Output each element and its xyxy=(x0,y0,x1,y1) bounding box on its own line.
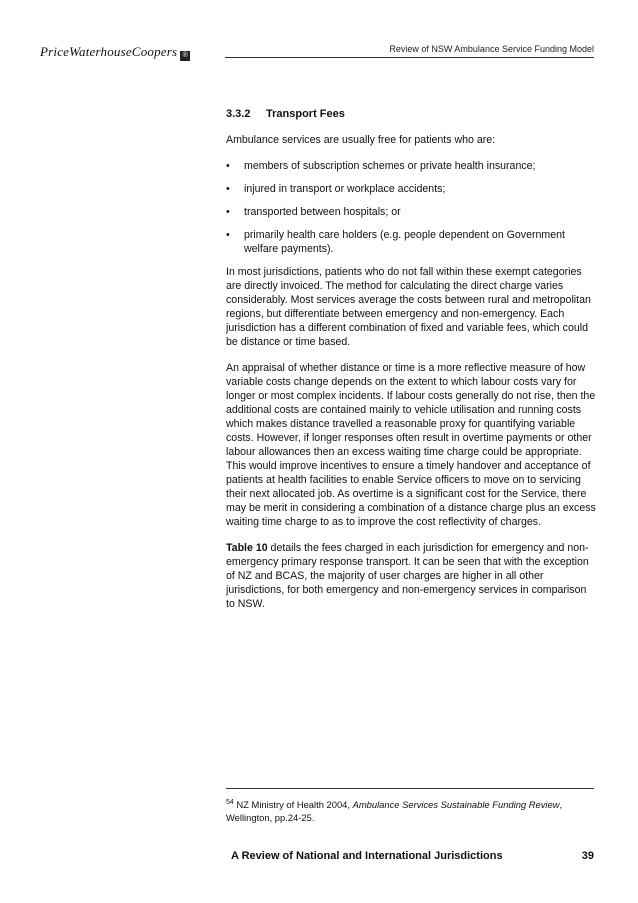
bullet-icon: • xyxy=(226,229,230,241)
list-item: • members of subscription schemes or private health insurance; xyxy=(226,160,536,172)
section-number: 3.3.2 xyxy=(226,108,251,120)
bullet-icon: • xyxy=(226,183,230,195)
header-rule xyxy=(225,57,594,58)
list-item: • injured in transport or workplace accidents; xyxy=(226,183,446,195)
company-logo xyxy=(40,44,190,61)
section-title: Transport Fees xyxy=(266,108,345,120)
intro-paragraph: Ambulance services are usually free for patients who are: xyxy=(226,134,496,146)
table-reference: Table 10 xyxy=(226,542,268,554)
footnote-number: 54 xyxy=(226,799,234,806)
bullet-icon: • xyxy=(226,206,230,218)
bullet-icon: • xyxy=(226,160,230,172)
exempt-list xyxy=(226,159,596,256)
list-item: • primarily health care holders (e.g. people dependent on Government welfare payments). xyxy=(226,229,565,255)
page-body xyxy=(226,107,596,623)
footnote-rule xyxy=(226,788,594,789)
section-heading xyxy=(226,107,596,121)
logo-text: PriceWaterhouseCoopers xyxy=(40,44,178,59)
body-paragraph: An appraisal of whether distance or time is a more reflective measure of how variable costs change depends on the extent to which labour costs vary for longer or most complex incidents. If labour costs generally do not rise, then the additional costs are contained mainly to vehicle utilisation and running costs which makes distance travelled a reasonable proxy for quantifying variable costs. However, if longer responses often result in overtime payments or other labour allowances then an excess waiting time charge could be appropriate. This would improve incentives to ensure a timely handover and acceptance of patients at health facilities to enable Service officers to move on to servicing their next allocated job. As overtime is a significant cost for the Service, there may be merit in considering a combination of a distance charge plus an excess waiting time charge to as to improve the cost reflectivity of charges. xyxy=(226,362,596,528)
logo-mark-icon: ® xyxy=(180,51,190,61)
list-item: • transported between hospitals; or xyxy=(226,206,401,218)
document-title: Review of NSW Ambulance Service Funding Model xyxy=(389,44,594,54)
body-paragraph: In most jurisdictions, patients who do not fall within these exempt categories are directly invoiced. The method for calculating the direct charge varies considerably. Most services average the costs between rural and metropolitan regions, but differentiate between emergency and non-emergency. Each jurisdiction has a different combination of fixed and variable fees, which could be distance or time based. xyxy=(226,266,591,348)
footnote: $^{54}$ NZ Ministry of Health 2004, Ambulance Services Sustainable Funding Review, Wellington, pp.24-25. xyxy=(226,799,563,824)
footer-title: A Review of National and International Jurisdictions xyxy=(231,850,503,862)
table-reference-paragraph: Table 10 details the fees charged in each jurisdiction for emergency and non-emergency primary response transport. It can be seen that with the exception of NZ and BCAS, the majority of user charges are higher in all other jurisdictions, for both emergency and non-emergency services in comparison to NSW. xyxy=(226,542,589,610)
page-number: 39 xyxy=(581,850,594,862)
footnote-source-title: Ambulance Services Sustainable Funding Review xyxy=(352,799,560,811)
